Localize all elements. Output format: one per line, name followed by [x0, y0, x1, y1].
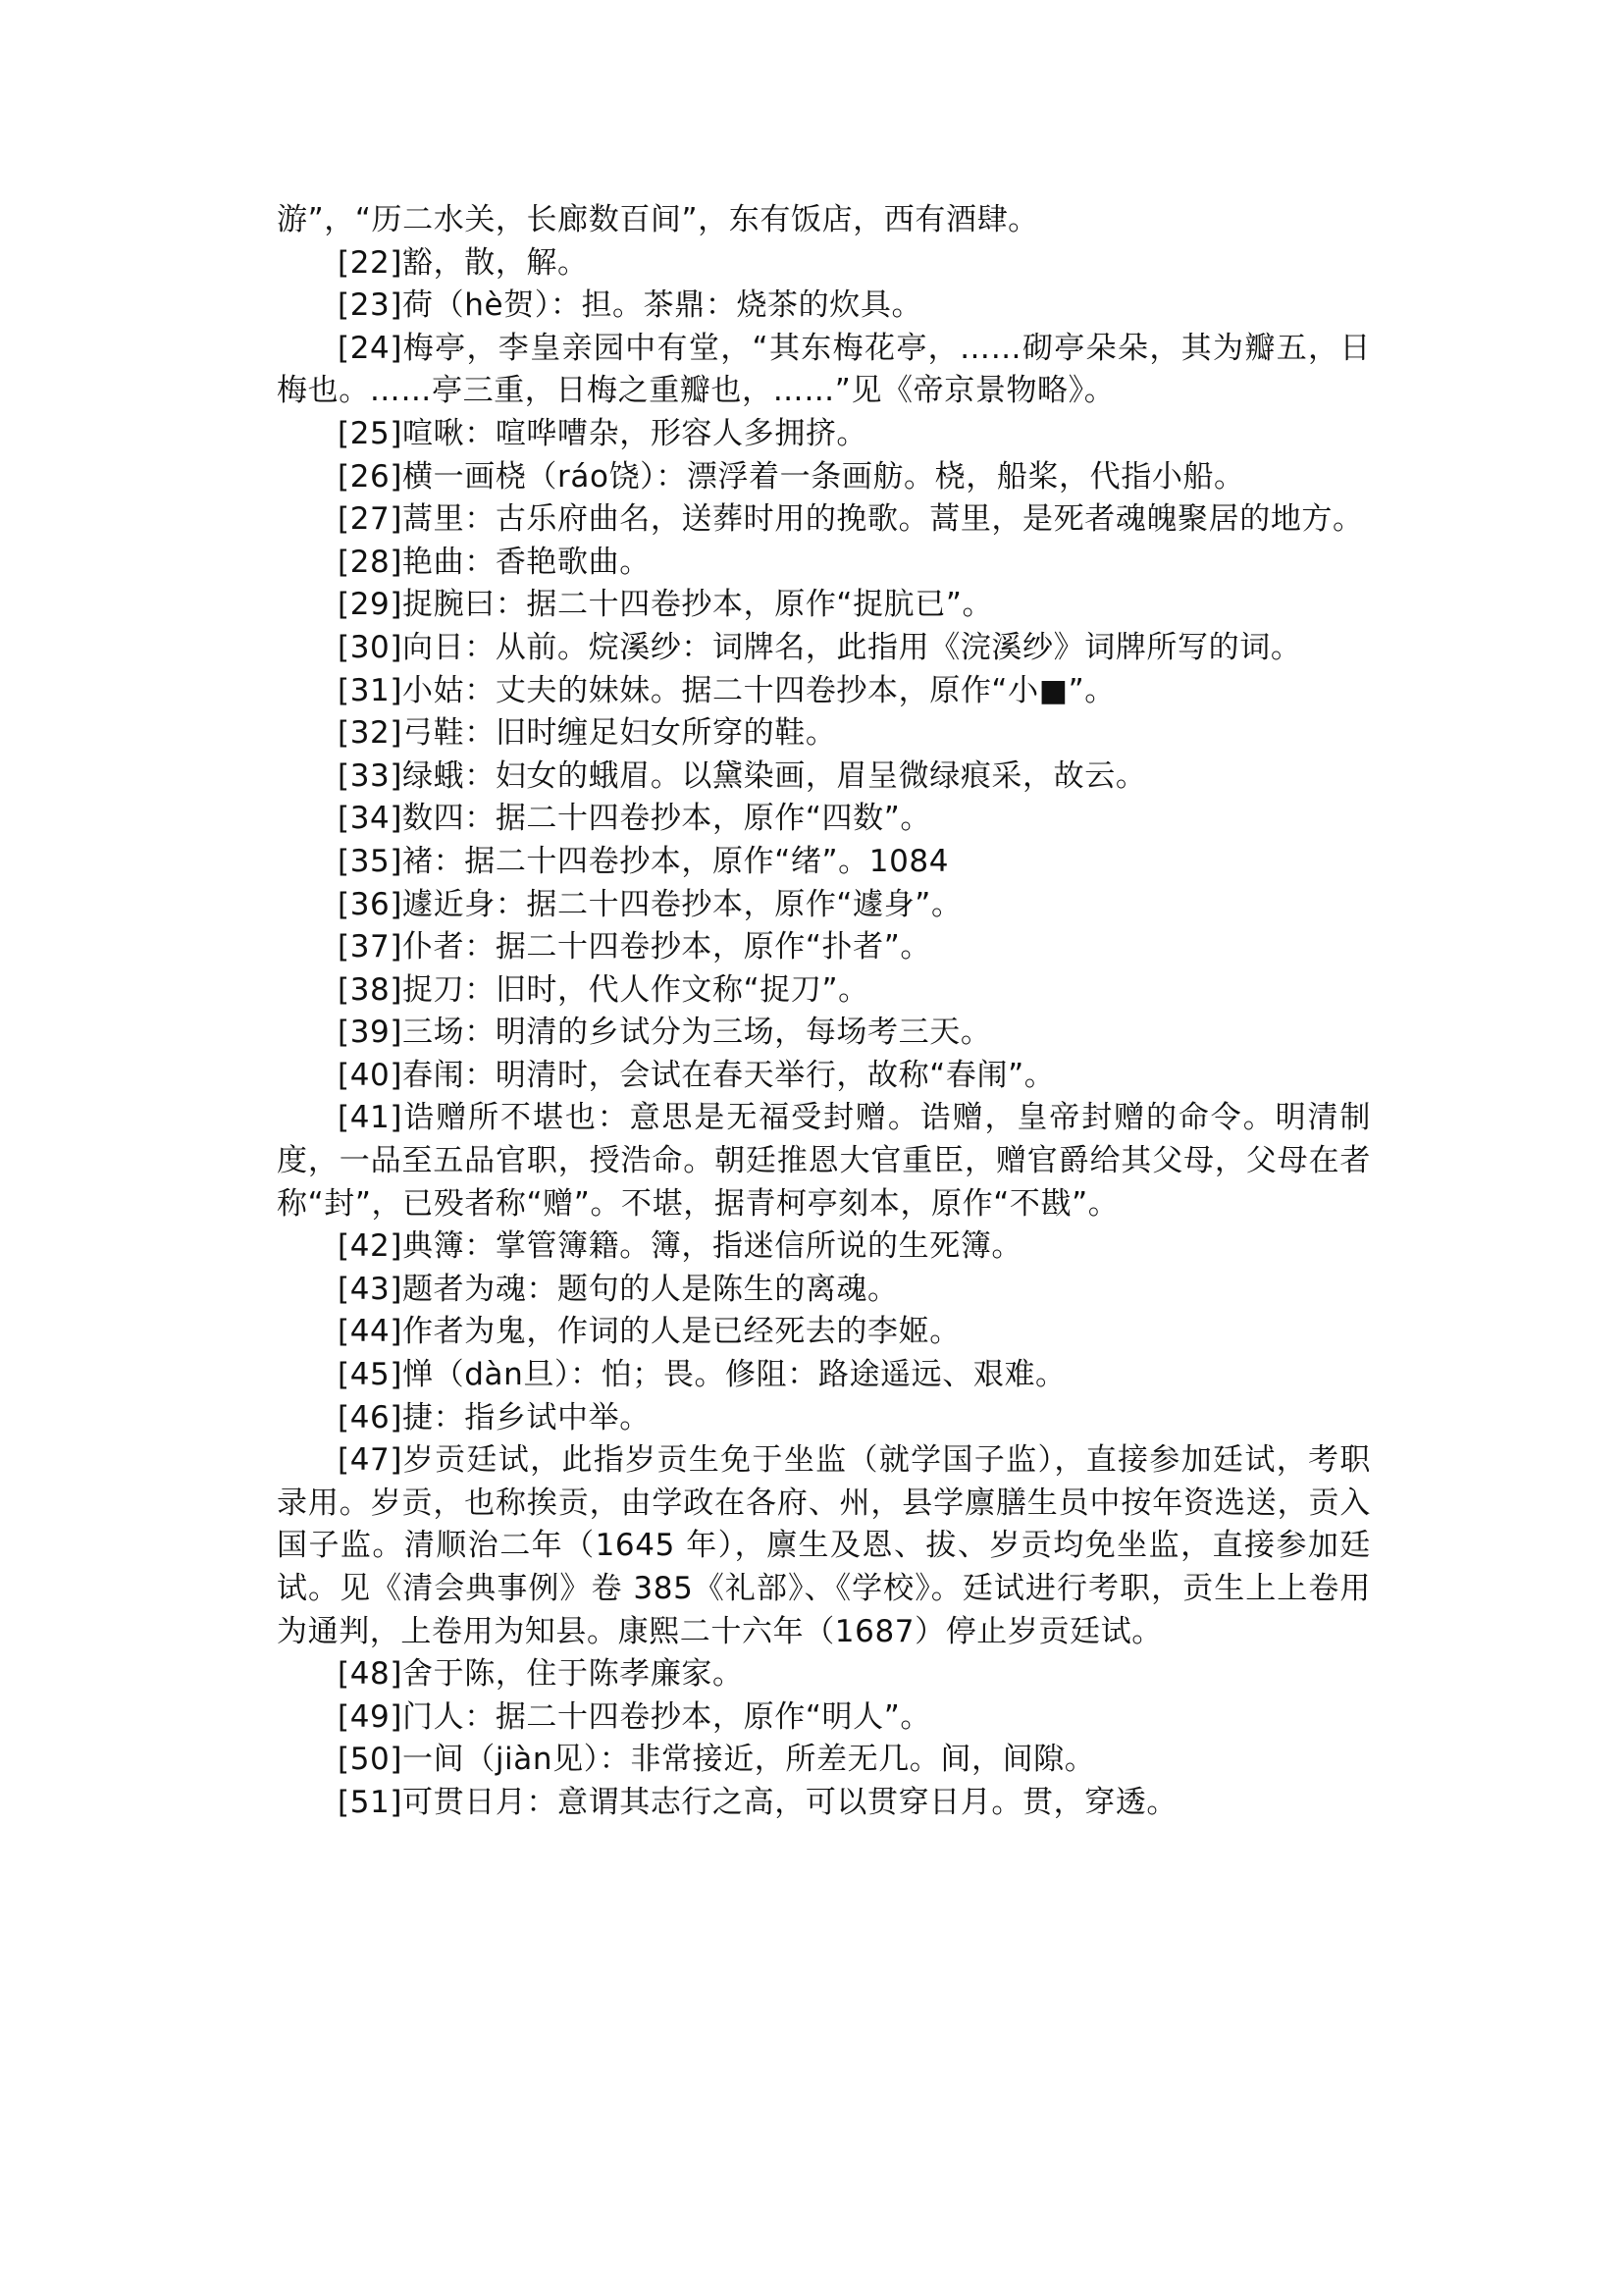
note-26: [26]横一画桡（ráo饶）：漂浮着一条画舫。桡，船桨，代指小船。 — [338, 458, 1245, 495]
note-35: [35]褚：据二十四卷抄本，原作“绪”。1084 — [338, 843, 950, 879]
note-51: [51]可贯日月：意谓其志行之高，可以贯穿日月。贯，穿透。 — [338, 1784, 1179, 1820]
note-46: [46]捷：指乡试中举。 — [338, 1399, 651, 1435]
note-22: [22]豁，散，解。 — [338, 244, 589, 281]
note-23: [23]荷（hè贺）：担。茶鼎：烧茶的炊具。 — [338, 287, 923, 324]
note-32: [32]弓鞋：旧时缠足妇女所穿的鞋。 — [338, 715, 837, 752]
note-42: [42]典簿：掌管簿籍。簿，指迷信所说的生死簿。 — [338, 1228, 1023, 1265]
note-39: [39]三场：明清的乡试分为三场，每场考三天。 — [338, 1015, 992, 1051]
note-29: [29]捉腕曰：据二十四卷抄本，原作“捉肮已”。 — [338, 587, 994, 623]
note-30: [30]向日：从前。烷溪纱：词牌名，此指用《浣溪纱》词牌所写的词。 — [338, 629, 1302, 665]
note-37: [37]仆者：据二十四卷抄本，原作“扑者”。 — [338, 929, 931, 965]
note-28: [28]艳曲：香艳歌曲。 — [338, 544, 651, 580]
note-36: [36]遽近身：据二十四卷抄本，原作“遽身”。 — [338, 886, 963, 922]
note-40: [40]春闱：明清时，会试在春天举行，故称“春闱”。 — [338, 1057, 1056, 1093]
note-33: [33]绿蛾：妇女的蛾眉。以黛染画，眉呈微绿痕采，故云。 — [338, 757, 1147, 794]
note-34: [34]数四：据二十四卷抄本，原作“四数”。 — [338, 801, 931, 837]
note-31: [31]小姑：丈夫的妹妹。据二十四卷抄本，原作“小■”。 — [338, 672, 1116, 708]
note-41: [41]诰赠所不堪也：意思是无福受封赠。诰赠，皇帝封赠的命令。明清制度，一品至五品官职，授浩命。朝廷推恩大官重臣，赠官爵给其父母，父母在者称“封”，已殁者称“赠”。不堪，据青柯亭刻本，原作“不戡”。 — [277, 1100, 1371, 1222]
note-47: [47]岁贡廷试，此指岁贡生免于坐监（就学国子监），直接参加廷试，考职录用。岁贡，也称挨贡，由学政在各府、州，县学廪膳生员中按年资选送，贡入国子监。清顺治二年（1645 年），廪生及恩、拔、岁贡均免坐监，直接参加廷试。见《清会典事例》卷 385《礼部》、《学校》。廷试进行考职，贡生上上卷用为通判，上卷用为知县。康熙二十六年（1687）停止岁贡廷试。 — [277, 1442, 1371, 1649]
note-25: [25]喧啾：喧哗嘈杂，形容人多拥挤。 — [338, 415, 868, 451]
note-48: [48]舍于陈，住于陈孝廉家。 — [338, 1656, 744, 1693]
note-43: [43]题者为魂：题句的人是陈生的离魂。 — [338, 1271, 899, 1307]
note-49: [49]门人：据二十四卷抄本，原作“明人”。 — [338, 1698, 931, 1735]
note-44: [44]作者为鬼，作词的人是已经死去的李姬。 — [338, 1314, 961, 1350]
note-24: [24]梅亭，李皇亲园中有堂，“其东梅花亭，……砌亭朵朵，其为瓣五，日梅也。……亭三重，日梅之重瓣也，……”见《帝京景物略》。 — [277, 330, 1371, 409]
annotation-notes — [277, 199, 1371, 1825]
note-45: [45]惮（dàn旦）：怕；畏。修阻：路途遥远、艰难。 — [338, 1357, 1067, 1393]
note-50: [50]一间（jiàn见）：非常接近，所差无几。间，间隙。 — [338, 1742, 1096, 1778]
note-27: [27]蒿里：古乐府曲名，送葬时用的挽歌。蒿里，是死者魂魄聚居的地方。 — [338, 501, 1364, 538]
note-38: [38]捉刀：旧时，代人作文称“捉刀”。 — [338, 971, 869, 1008]
note-continuation: 游”，“历二水关，长廊数百间”，东有饭店，西有酒肆。 — [277, 202, 1039, 237]
